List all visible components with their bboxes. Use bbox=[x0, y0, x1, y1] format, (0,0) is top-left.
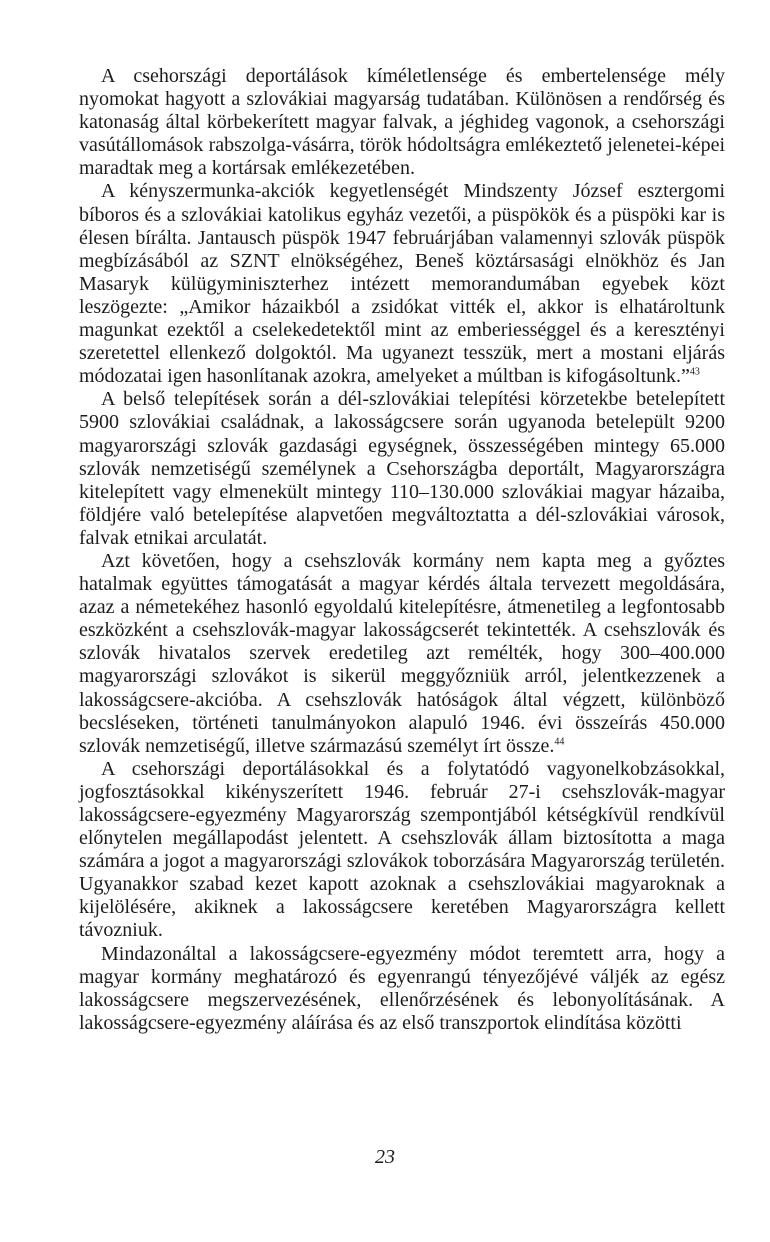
paragraph-1 bbox=[79, 65, 725, 180]
footnote-ref-44: 44 bbox=[554, 736, 565, 748]
paragraph-2 bbox=[79, 180, 725, 388]
paragraph-5-text: A csehországi deportálásokkal és a folytatódó vagyonelkobzásokkal, jogfosztásokkal kikényszerített 1946. február 27-i csehszlovák-magyar lakosságcsere-egyezmény Magyarország szempontjából kétségkívül rendkívül előnytelen megállapodást jelentett. A csehszlovák állam biztosította a maga számára a jogot a magyarországi szlovákok toborzására Magyarország területén. Ugyanakkor szabad kezet kapott azoknak a csehszlovákiai magyaroknak a kijelölésére, akiknek a lakosságcsere keretében Magyarországra kellett távozniuk. bbox=[79, 757, 725, 942]
page-number: 23 bbox=[375, 1146, 395, 1168]
footnote-ref-43: 43 bbox=[689, 366, 700, 378]
paragraph-3 bbox=[79, 388, 725, 550]
paragraph-4 bbox=[79, 550, 725, 758]
paragraph-4-text: Azt követően, hogy a csehszlovák kormány nem kapta meg a győztes hatalmak együttes támogatását a magyar kérdés általa tervezett megoldására, azaz a németekéhez hasonló egyoldalú kitelepítésre, átmenetileg a legfontosabb eszközként a csehszlovák-magyar lakosságcserét tekintették. A csehszlovák és szlovák hivatalos szervek eredetileg azt remélték, hogy 300–400.000 magyarországi szlovákot is sikerül meggyőzniük arról, jelentkezzenek a lakosságcsere-akcióba. A csehszlovák hatóságok által végzett, különböző becsléseken, történeti tanulmányokon alapuló 1946. évi összeírás 450.000 szlovák nemzetiségű, illetve származású személyt írt össze. bbox=[79, 549, 725, 757]
paragraph-1-text: A csehországi deportálások kíméletlensége és embertelensége mély nyomokat hagyott a szlovákiai magyarság tudatában. Különösen a rendőrség és katonaság által körbekerített magyar falvak, a jéghideg vagonok, a csehországi vasútállomások rabszolga-vásárra, török hódoltságra emlékeztető jelenetei-képei maradtak meg a kortársak emlékezetében. bbox=[79, 65, 725, 180]
paragraph-2-text: A kényszermunka-akciók kegyetlenségét Mindszenty József esztergomi bíboros és a szlovákiai katolikus egyház vezetői, a püspökök és a püspöki kar is élesen bírálta. Jantausch püspök 1947 februárjában valamennyi szlovák püspök megbízásából az SZNT elnökségéhez, Beneš köztársasági elnökhöz és Jan Masaryk külügyminiszterhez intézett memorandumában egyebek közt leszögezte: „Amikor házaikból a zsidókat vitték el, akkor is elhatároltunk magunkat ezektől a cselekedetektől mint az emberiességgel és a keresztényi szeretettel ellenkező dolgoktól. Ma ugyanezt tesszük, mert a mostani eljárás módozatai igen hasonlítanak azokra, amelyeket a múltban is kifogásoltunk.” bbox=[79, 180, 725, 388]
paragraph-6-text: Mindazonáltal a lakosságcsere-egyezmény módot teremtett arra, hogy a magyar kormány meghatározó és egyenrangú tényezőjévé váljék az egész lakosságcsere megszervezésének, ellenőrzésének és lebonyolításának. A lakosságcsere-egyezmény aláírása és az első transzportok elindítása közötti bbox=[79, 942, 725, 1034]
paragraph-5 bbox=[79, 758, 725, 943]
paragraph-6 bbox=[79, 943, 725, 1035]
page-body bbox=[79, 65, 725, 1035]
paragraph-3-text: A belső telepítések során a dél-szlovákiai telepítési körzetekbe betelepített 5900 szlovákiai családnak, a lakosságcsere során ugyanoda betelepült 9200 magyarországi szlovák gazdasági egységnek, összességében mintegy 65.000 szlovák nemzetiségű személynek a Csehországba deportált, Magyarországra kitelepített vagy elmenekült mintegy 110–130.000 szlovákiai magyar házaiba, földjére való betelepítése alapvetően megváltoztatta a dél-szlovákiai városok, falvak etnikai arculatát. bbox=[79, 388, 725, 549]
